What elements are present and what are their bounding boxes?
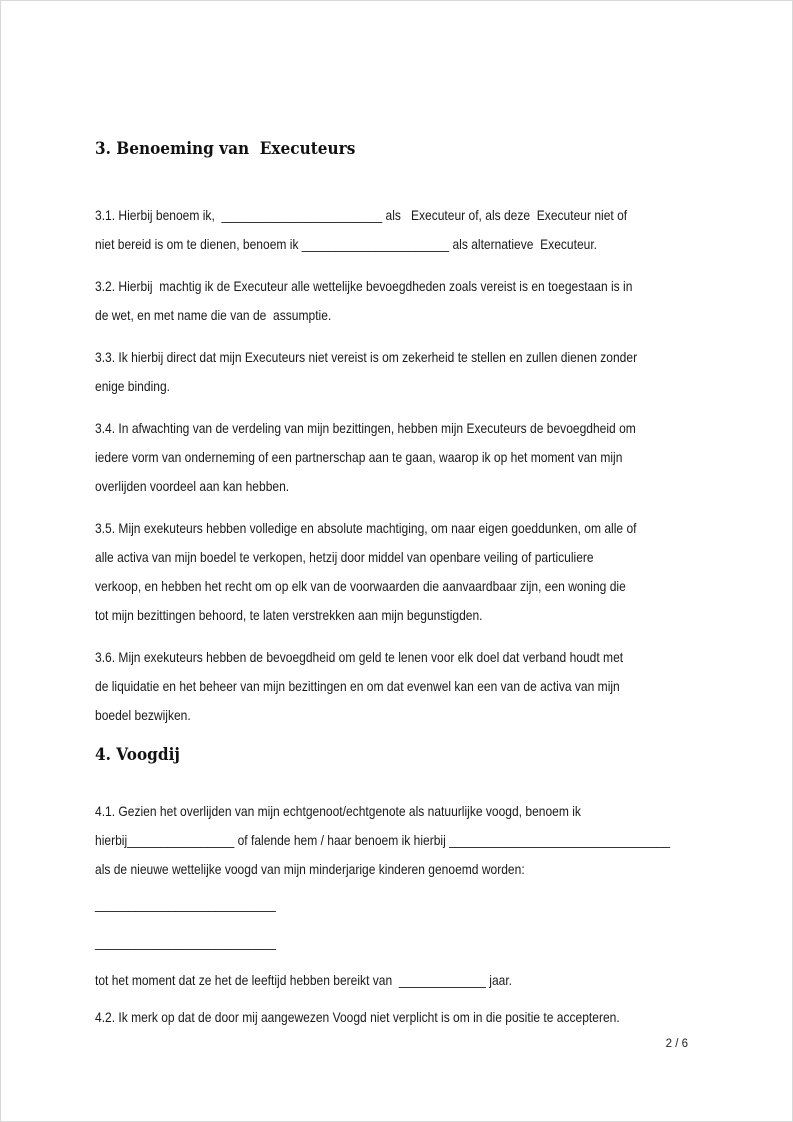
clause-3-4-line-3: overlijden voordeel aan kan hebben. bbox=[95, 478, 290, 494]
page-number: 2 / 6 bbox=[665, 1038, 688, 1050]
clause-4-1-line-2: hierbij________________ of falende hem / haar benoem ik hierbij _________________________________ bbox=[95, 832, 671, 848]
clause-3-3-line-1: 3.3. Ik hierbij direct dat mijn Executeurs niet vereist is om zekerheid te stellen en zullen dienen zonder bbox=[95, 349, 638, 365]
clause-3-4-line-1: 3.4. In afwachting van de verdeling van mijn bezittingen, hebben mijn Executeurs de bevoegdheid om bbox=[95, 420, 636, 436]
clause-4-2-line-1: 4.2. Ik merk op dat de door mij aangewezen Voogd niet verplicht is om in die positie te accepteren. bbox=[95, 1009, 620, 1025]
clause-3-2-line-2: de wet, en met name die van de assumptie. bbox=[95, 307, 332, 323]
clause-3-1-line-2: niet bereid is om te dienen, benoem ik ______________________ als alternatieve Executeur. bbox=[95, 236, 598, 252]
clause-3-3-line-2: enige binding. bbox=[95, 378, 170, 394]
clause-3-5 bbox=[95, 514, 702, 630]
clause-4-1-line-1: 4.1. Gezien het overlijden van mijn echtgenoot/echtgenote als natuurlijke voogd, benoem ik bbox=[95, 803, 581, 819]
clause-4-1-line-3: als de nieuwe wettelijke voogd van mijn minderjarige kinderen genoemd worden: bbox=[95, 861, 525, 877]
clause-3-6 bbox=[95, 643, 702, 730]
clause-3-4-line-2: iedere vorm van onderneming of een partnerschap aan te gaan, waarop ik op het moment van mijn bbox=[95, 449, 623, 465]
clause-4-2 bbox=[95, 1003, 702, 1032]
section-3-heading: 3. Benoeming van Executeurs bbox=[95, 139, 356, 159]
blank-fill-line[interactable]: ___________________________ bbox=[95, 934, 276, 950]
clause-3-5-line-3: verkoop, en hebben het recht om op elk van de voorwaarden die aanvaardbaar zijn, een woning die bbox=[95, 578, 626, 594]
clause-4-1 bbox=[95, 797, 702, 884]
clause-3-2 bbox=[95, 272, 702, 330]
clause-3-6-line-2: de liquidatie en het beheer van mijn bezittingen en om dat evenwel kan een van de activa van mijn bbox=[95, 678, 620, 694]
clause-3-2-line-1: 3.2. Hierbij machtig ik de Executeur alle wettelijke bevoegdheden zoals vereist is en toegestaan is in bbox=[95, 278, 633, 294]
clause-3-5-line-2: alle activa van mijn boedel te verkopen, hetzij door middel van openbare veiling of particuliere bbox=[95, 549, 594, 565]
clause-3-6-line-3: boedel bezwijken. bbox=[95, 707, 191, 723]
clause-3-4 bbox=[95, 414, 702, 501]
guardian-child-name-blank-2[interactable] bbox=[95, 928, 702, 957]
page-content bbox=[1, 1, 792, 1032]
guardian-child-name-blank-1[interactable] bbox=[95, 890, 702, 919]
section-4-heading: 4. Voogdij bbox=[95, 745, 180, 765]
clause-3-5-line-4: tot mijn bezittingen behoord, te laten verstrekken aan mijn begunstigden. bbox=[95, 607, 483, 623]
clause-3-3 bbox=[95, 343, 702, 401]
age-clause bbox=[95, 966, 702, 995]
clause-3-5-line-1: 3.5. Mijn exekuteurs hebben volledige en absolute machtiging, om naar eigen goeddunken, om alle of bbox=[95, 520, 637, 536]
age-clause-line: tot het moment dat ze het de leeftijd hebben bereikt van _____________ jaar. bbox=[95, 972, 513, 988]
clause-3-6-line-1: 3.6. Mijn exekuteurs hebben de bevoegdheid om geld te lenen voor elk doel dat verband houdt met bbox=[95, 649, 624, 665]
clause-3-1-line-1: 3.1. Hierbij benoem ik, ________________________ als Executeur of, als deze Executeur niet of bbox=[95, 207, 628, 223]
blank-fill-line[interactable]: ___________________________ bbox=[95, 896, 276, 912]
clause-3-1 bbox=[95, 201, 702, 259]
